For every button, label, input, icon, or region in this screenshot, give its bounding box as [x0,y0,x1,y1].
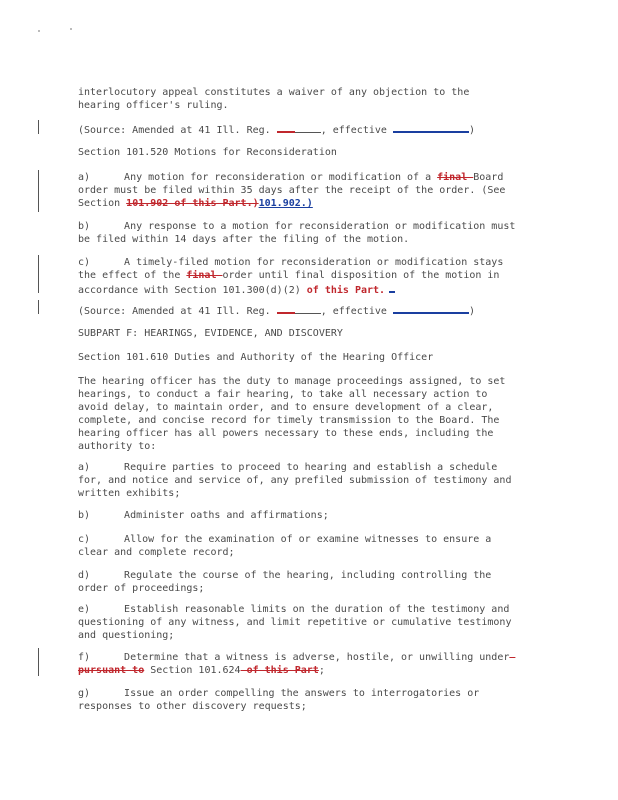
text-line: avoid delay, to maintain order, and to ensure development of a clear, [78,402,494,413]
effective-date-blank [393,122,469,133]
scan-speck [70,28,72,30]
section-heading: Section 101.520 Motions for Reconsideration [78,147,337,158]
text-line: written exhibits; [78,488,181,499]
list-item: g) Issue an order compelling the answers to interrogatories or [78,688,480,699]
subpart-heading: SUBPART F: HEARINGS, EVIDENCE, AND DISCOVERY [78,328,343,339]
list-item: e) Establish reasonable limits on the duration of the testimony and [78,604,510,615]
list-item: c) Allow for the examination of or examine witnesses to ensure a [78,534,492,545]
text-line: authority to: [78,441,157,452]
text-line: clear and complete record; [78,547,235,558]
text-line: questioning of any witness, and limit repetitive or cumulative testimony [78,617,512,628]
text-line: pursuant to Section 101.624 of this Part; [78,665,325,676]
text-line: hearing officer's ruling. [78,100,229,111]
text-line: interlocutory appeal constitutes a waiver of any objection to the [78,87,470,98]
list-item: a) Require parties to proceed to hearing and establish a schedule [78,462,498,473]
text-line: Section 101.902 of this Part.)101.902.) [78,198,313,209]
text-line: hearings, to conduct a fair hearing, to take all necessary action to [78,389,488,400]
deleted-dash [509,651,519,665]
register-volume-blank [277,303,295,314]
source-note: (Source: Amended at 41 Ill. Reg. , effective ) [78,303,548,319]
register-volume-blank [277,122,295,133]
text-line: accordance with Section 101.300(d)(2) of this Part. [78,282,548,298]
revision-bar [38,300,39,314]
text-line: a) Any motion for reconsideration or modification of a final Board [78,172,504,183]
section-heading: Section 101.610 Duties and Authority of the Hearing Officer [78,352,434,363]
text-line: complete, and concise record for timely transmission to the Board. The [78,415,500,426]
effective-date-blank [393,303,469,314]
scan-speck [38,30,40,32]
list-item: f) Determine that a witness is adverse, hostile, or unwilling under [78,651,548,665]
text-line: order must be filed within 35 days after the receipt of the order. (See [78,185,506,196]
insert-mark [389,282,395,293]
text-line: c) A timely-filed motion for reconsideration or modification stays [78,257,504,268]
source-note: (Source: Amended at 41 Ill. Reg. , effective ) [78,122,548,138]
list-item: b) Administer oaths and affirmations; [78,510,329,521]
list-item: d) Regulate the course of the hearing, including controlling the [78,570,492,581]
text-line: be filed within 14 days after the filing of the motion. [78,234,410,245]
revision-bar [38,255,39,293]
register-page-blank [295,123,321,133]
text-line: for, and notice and service of, any prefiled submission of testimony and [78,475,512,486]
text-line: and questioning; [78,630,175,641]
revision-bar [38,120,39,134]
text-line: responses to other discovery requests; [78,701,307,712]
text-line: b) Any response to a motion for reconsideration or modification must [78,221,516,232]
text-line: order of proceedings; [78,583,205,594]
text-line: hearing officer has all powers necessary to these ends, including the [78,428,494,439]
text-line: the effect of the final order until final disposition of the motion in [78,270,500,281]
text-line: The hearing officer has the duty to manage proceedings assigned, to set [78,376,506,387]
revision-bar [38,648,39,676]
register-page-blank [295,304,321,314]
revision-bar [38,170,39,212]
